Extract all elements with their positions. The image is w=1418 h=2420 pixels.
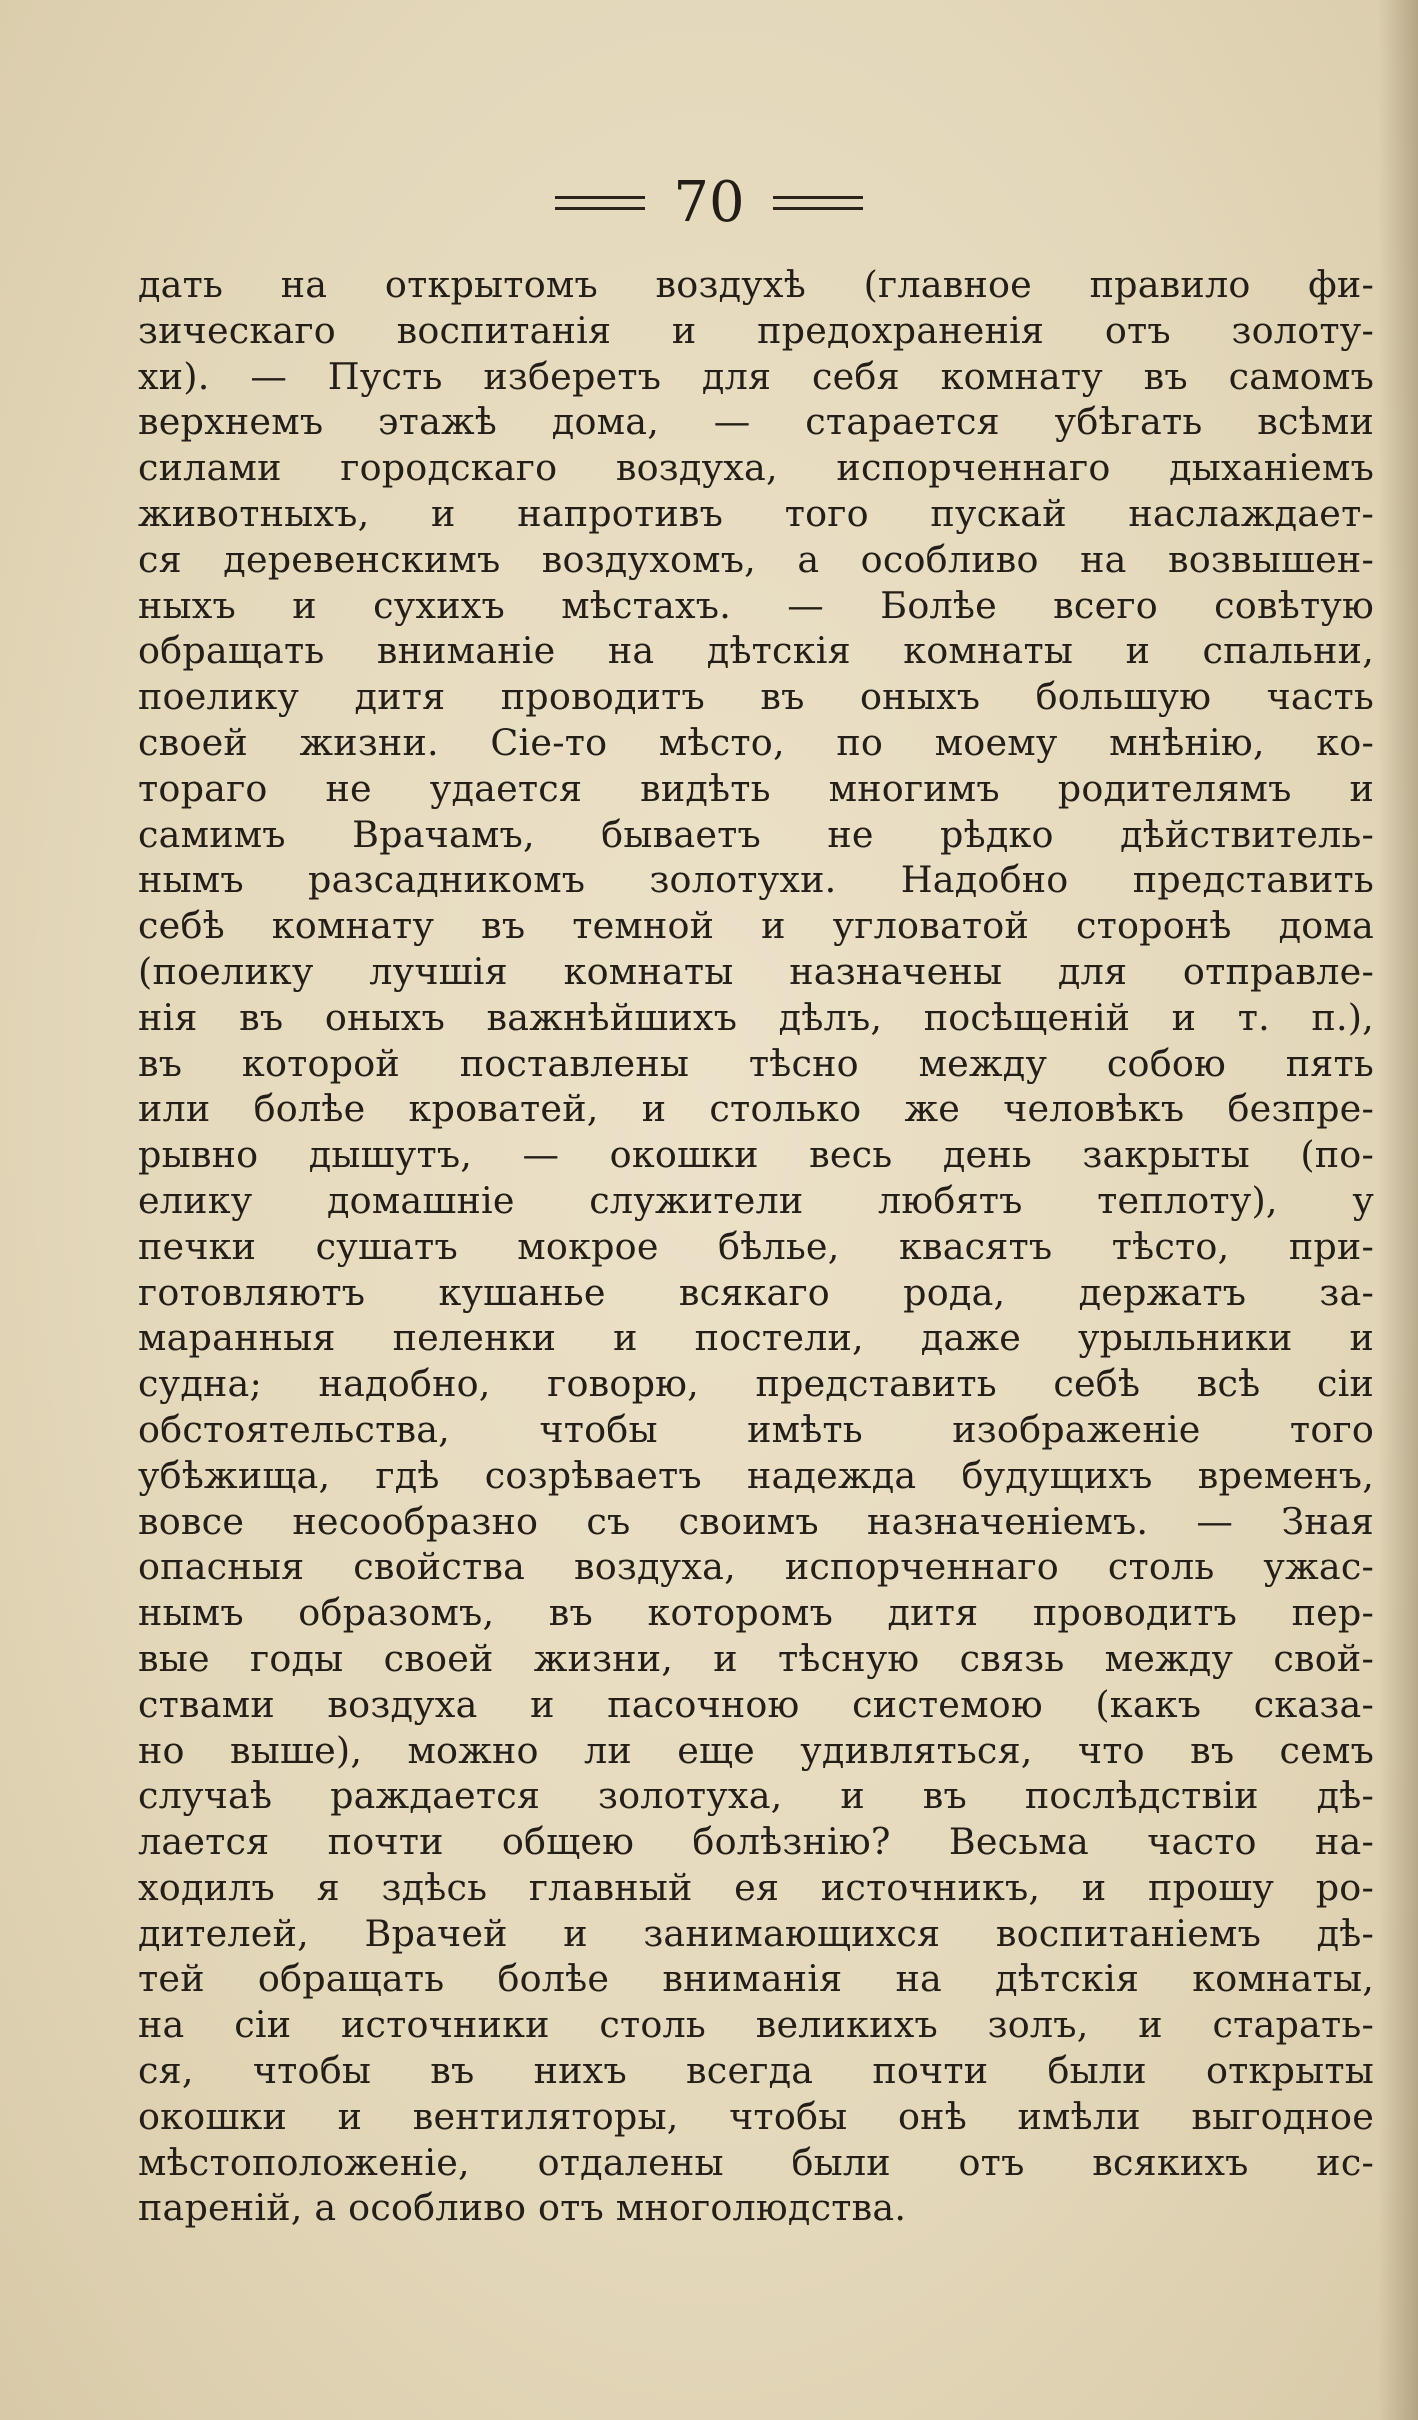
page-header: [0, 168, 1418, 238]
text-line: верхнемъ этажѣ дома, — старается убѣгать всѣми: [138, 400, 1374, 444]
text-line: ся, чтобы въ нихъ всегда почти были открыты: [138, 2049, 1374, 2093]
text-line: вые годы своей жизни, и тѣсную связь между свой-: [138, 1636, 1374, 1680]
text-line: обращать вниманіе на дѣтскія комнаты и спальни,: [138, 629, 1374, 673]
text-line: животныхъ, и напротивъ того пускай наслаждает-: [138, 491, 1374, 535]
text-line: готовляютъ кушанье всякаго рода, держатъ за-: [138, 1270, 1374, 1314]
text-line: нымъ образомъ, въ которомъ дитя проводитъ пер-: [138, 1591, 1374, 1635]
text-line: ствами воздуха и пасочною системою (какъ сказа-: [138, 1682, 1374, 1726]
text-line: зическаго воспитанія и предохраненія отъ золоту-: [138, 308, 1374, 352]
text-line: елику домашніе служители любятъ теплоту), у: [138, 1178, 1374, 1222]
page-edge-shadow: [1378, 0, 1418, 2420]
text-line: самимъ Врачамъ, бываетъ не рѣдко дѣйствитель-: [138, 812, 1374, 856]
text-line: лается почти общею болѣзнію? Весьма часто на-: [138, 1820, 1374, 1864]
text-line: вовсе несообразно съ своимъ назначеніемъ. — Зная: [138, 1499, 1374, 1543]
text-line: судна; надобно, говорю, представить себѣ всѣ сіи: [138, 1362, 1374, 1406]
text-line: дать на открытомъ воздухѣ (главное правило фи-: [138, 263, 1374, 306]
page-number: 70: [673, 170, 745, 235]
text-line: ходилъ я здѣсь главный ея источникъ, и прошу ро-: [138, 1865, 1374, 1909]
text-line: тей обращать болѣе вниманія на дѣтскія комнаты,: [138, 1957, 1374, 2001]
text-line: окошки и вентиляторы, чтобы онѣ имѣли выгодное: [138, 2094, 1374, 2138]
text-line: на сіи источники столь великихъ золъ, и старать-: [138, 2003, 1374, 2047]
text-line: убѣжища, гдѣ созрѣваетъ надежда будущихъ временъ,: [138, 1453, 1374, 1497]
text-line: ся деревенскимъ воздухомъ, а особливо на возвышен-: [138, 537, 1374, 581]
text-line: нымъ разсадникомъ золотухи. Надобно представить: [138, 858, 1374, 902]
text-line: ныхъ и сухихъ мѣстахъ. — Болѣе всего совѣтую: [138, 583, 1374, 627]
text-line: нія въ оныхъ важнѣйшихъ дѣлъ, посѣщеній и т. п.),: [138, 995, 1374, 1039]
text-line: хи). — Пусть изберетъ для себя комнату въ самомъ: [138, 354, 1374, 398]
text-line: въ которой поставлены тѣсно между собою пять: [138, 1041, 1374, 1085]
text-line: опасныя свойства воздуха, испорченнаго столь ужас-: [138, 1545, 1374, 1589]
text-line: силами городскаго воздуха, испорченнаго дыханіемъ: [138, 446, 1374, 490]
text-line: своей жизни. Сіе-то мѣсто, по моему мнѣнію, ко-: [138, 720, 1374, 764]
text-line: маранныя пеленки и постели, даже урыльники и: [138, 1316, 1374, 1360]
text-line: но выше), можно ли еще удивляться, что въ семъ: [138, 1728, 1374, 1772]
text-line: печки сушатъ мокрое бѣлье, квасятъ тѣсто, при-: [138, 1224, 1374, 1268]
left-double-rule: [555, 196, 645, 210]
text-line: (поелику лучшія комнаты назначены для отправле-: [138, 949, 1374, 993]
right-double-rule: [773, 196, 863, 210]
text-line: обстоятельства, чтобы имѣть изображеніе того: [138, 1407, 1374, 1451]
text-line: или болѣе кроватей, и столько же человѣкъ безпре-: [138, 1087, 1374, 1131]
text-line: себѣ комнату въ темной и угловатой сторонѣ дома: [138, 904, 1374, 948]
text-line: пареній, а особливо отъ многолюдства.: [138, 2186, 907, 2230]
text-line: поелику дитя проводитъ въ оныхъ большую часть: [138, 675, 1374, 719]
text-line: дителей, Врачей и занимающихся воспитаніемъ дѣ-: [138, 1911, 1374, 1955]
text-line: мѣстоположеніе, отдалены были отъ всякихъ ис-: [138, 2140, 1374, 2184]
text-line: случаѣ раждается золотуха, и въ послѣдствіи дѣ-: [138, 1774, 1374, 1818]
body-text: [138, 262, 1374, 2231]
text-line: рывно дышутъ, — окошки весь день закрыты (по-: [138, 1133, 1374, 1177]
text-line: тораго не удается видѣть многимъ родителямъ и: [138, 766, 1374, 810]
